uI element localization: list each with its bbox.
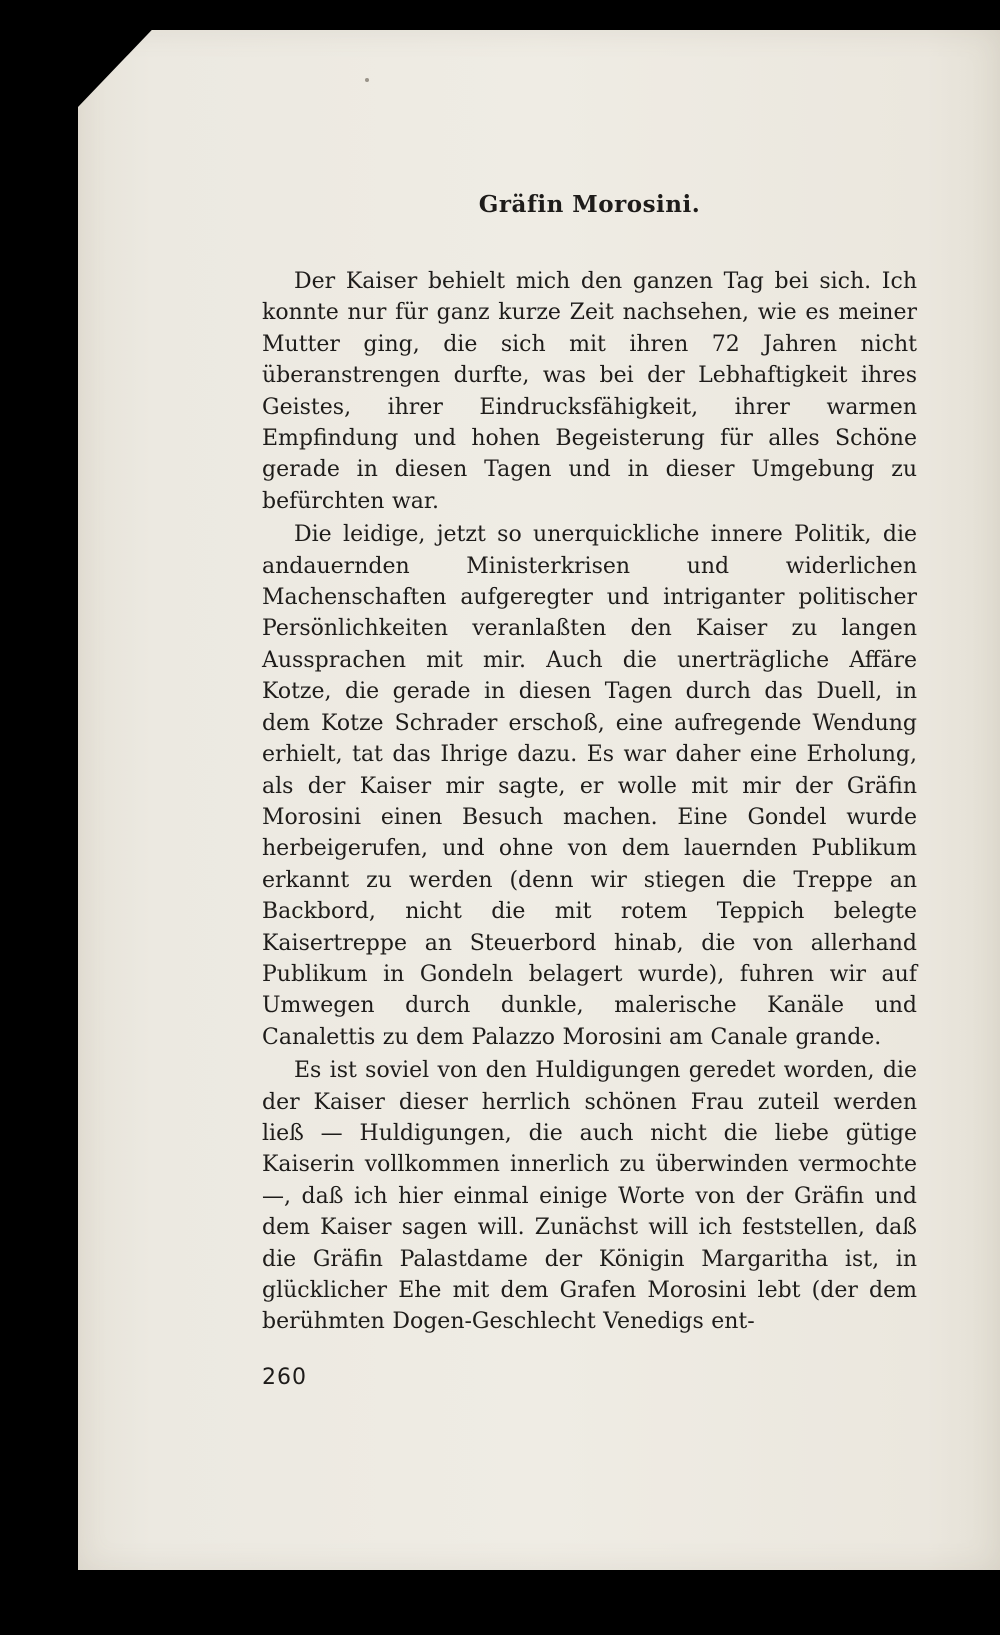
paragraph-3: Es ist soviel von den Huldigungen geredet worden, die der Kaiser dieser herrlich schönen Frau zuteil werden ließ — Huldigungen, die auch nicht die liebe gütige Kaiserin vollkommen innerlich zu überwinden vermochte —, daß ich hier einmal einige Worte von der Gräfin und dem Kaiser sagen will. Zunächst will ich feststellen, daß die Gräfin Palastdame der Königin Margaritha ist, in glücklicher Ehe mit dem Grafen Morosini lebt (der dem berühmten Dogen-Geschlecht Venedigs ent- (262, 1058, 917, 1335)
paper-speck (365, 78, 369, 82)
page-content (262, 190, 917, 1338)
paragraph-1: Der Kaiser behielt mich den ganzen Tag bei sich. Ich konnte nur für ganz kurze Zeit nachsehen, wie es meiner Mutter ging, die sich mit ihren 72 Jahren nicht überanstrengen durfte, was bei der Lebhaftigkeit ihres Geistes, ihrer Eindrucksfähigkeit, ihrer warmen Empfindung und hohen Begeisterung für alles Schöne gerade in diesen Tagen und in dieser Umgebung zu befürchten war. (262, 269, 917, 514)
chapter-title: Gräfin Morosini. (478, 191, 701, 218)
page-number: 260 (262, 1365, 307, 1390)
paragraph-2: Die leidige, jetzt so unerquickliche innere Politik, die andauernden Ministerkrisen und widerlichen Machenschaften aufgeregter und intriganter politischer Persönlichkeiten veranlaßten den Kaiser zu langen Aussprachen mit mir. Auch die unerträgliche Affäre Kotze, die gerade in diesen Tagen durch das Duell, in dem Kotze Schrader erschoß, eine aufregende Wendung erhielt, tat das Ihrige dazu. Es war daher eine Erholung, als der Kaiser mir sagte, er wolle mit mir der Gräfin Morosini einen Besuch machen. Eine Gondel wurde herbeigerufen, und ohne von dem lauernden Publikum erkannt zu werden (denn wir stiegen die Treppe an Backbord, nicht die mit rotem Teppich belegte Kaisertreppe an Steuerbord hinab, die von allerhand Publikum in Gondeln belagert wurde), fuhren wir auf Umwegen durch dunkle, malerische Kanäle und Canalettis zu dem Palazzo Morosini am Canale grande. (262, 522, 917, 1050)
